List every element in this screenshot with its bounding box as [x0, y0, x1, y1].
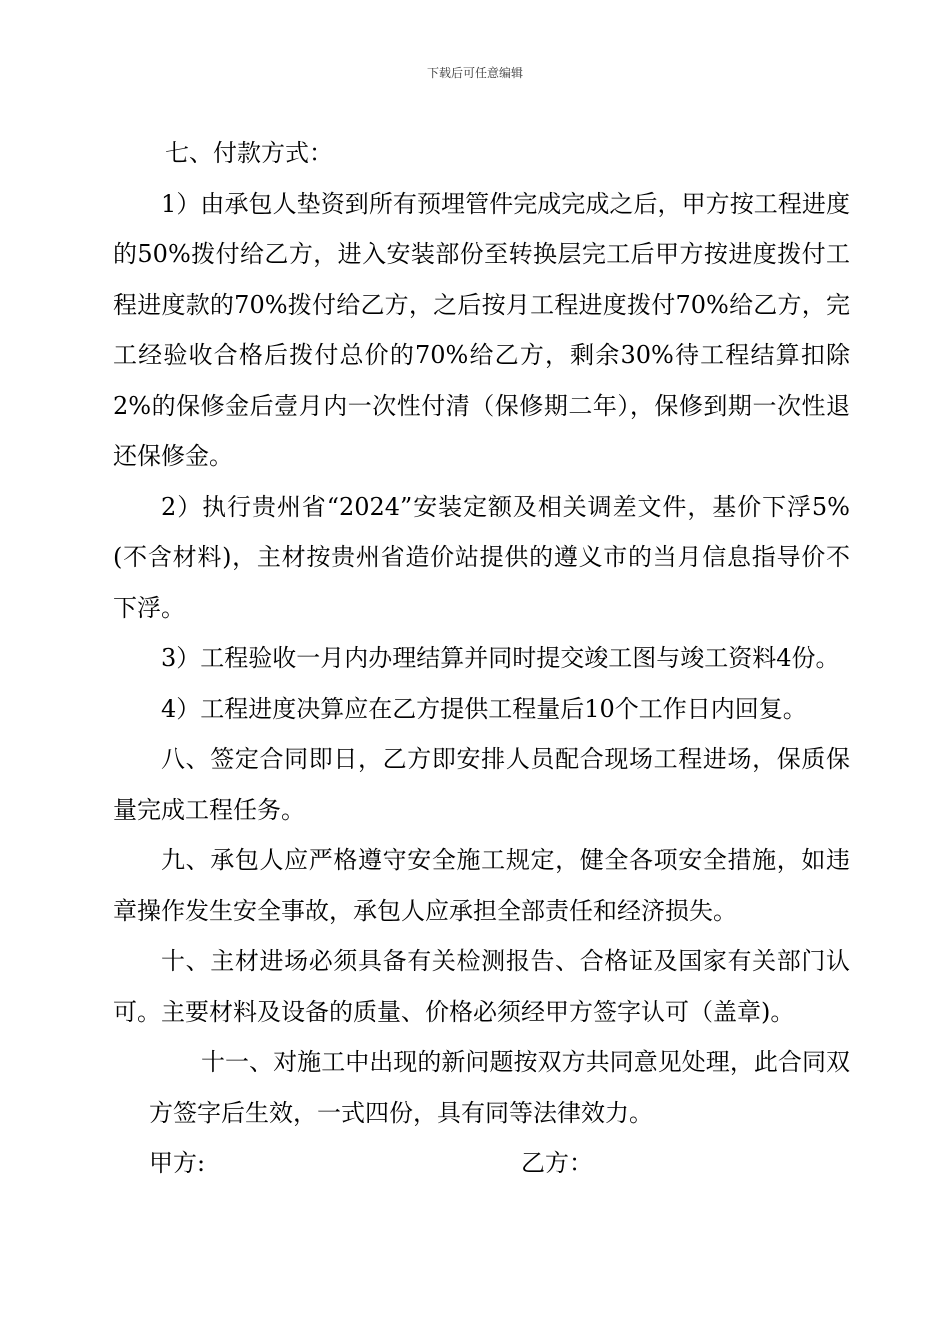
contract-body [113, 128, 850, 1188]
signature-row [149, 1138, 850, 1188]
page-header-note: 下载后可任意编辑 [426, 66, 523, 80]
section-9: 九、承包人应严格遵守安全施工规定，健全各项安全措施，如违章操作发生安全事故，承包人应承担全部责任和经济损失。 [113, 846, 850, 925]
payment-item-3: 3）工程验收一月内办理结算并同时提交竣工图与竣工资料4份。 [161, 644, 840, 672]
section-10: 十、主材进场必须具备有关检测报告、合格证及国家有关部门认可。主要材料及设备的质量、价格必须经甲方签字认可（盖章)。 [113, 947, 850, 1026]
payment-item-2: 2）执行贵州省“2024”安装定额及相关调差文件，基价下浮5%(不含材料)，主材按贵州省造价站提供的遵义市的当月信息指导价不下浮。 [113, 492, 850, 622]
section-11: 十一、对施工中出现的新问题按双方共同意见处理，此合同双方签字后生效，一式四份，具有同等法律效力。 [149, 1048, 850, 1127]
payment-item-4: 4）工程进度决算应在乙方提供工程量后10个工作日内回复。 [161, 694, 807, 723]
payment-item-1: 1）由承包人垫资到所有预埋管件完成完成之后，甲方按工程进度的50%拨付给乙方，进入安装部份至转换层完工后甲方按进度拨付工程进度款的70%拨付给乙方，之后按月工程进度拨付70%给乙方，完工经验收合格后拨付总价的70%给乙方，剩余30%待工程结算扣除2%的保修金后壹月内一次性付清（保修期二年），保修到期一次性退还保修金。 [113, 189, 850, 470]
party-a-signature-label: 甲方: [149, 1149, 206, 1177]
section-7-title: 七、付款方式： [165, 139, 333, 167]
section-8: 八、签定合同即日，乙方即安排人员配合现场工程进场，保质保量完成工程任务。 [113, 745, 850, 824]
party-b-signature-label: 乙方： [521, 1149, 593, 1177]
